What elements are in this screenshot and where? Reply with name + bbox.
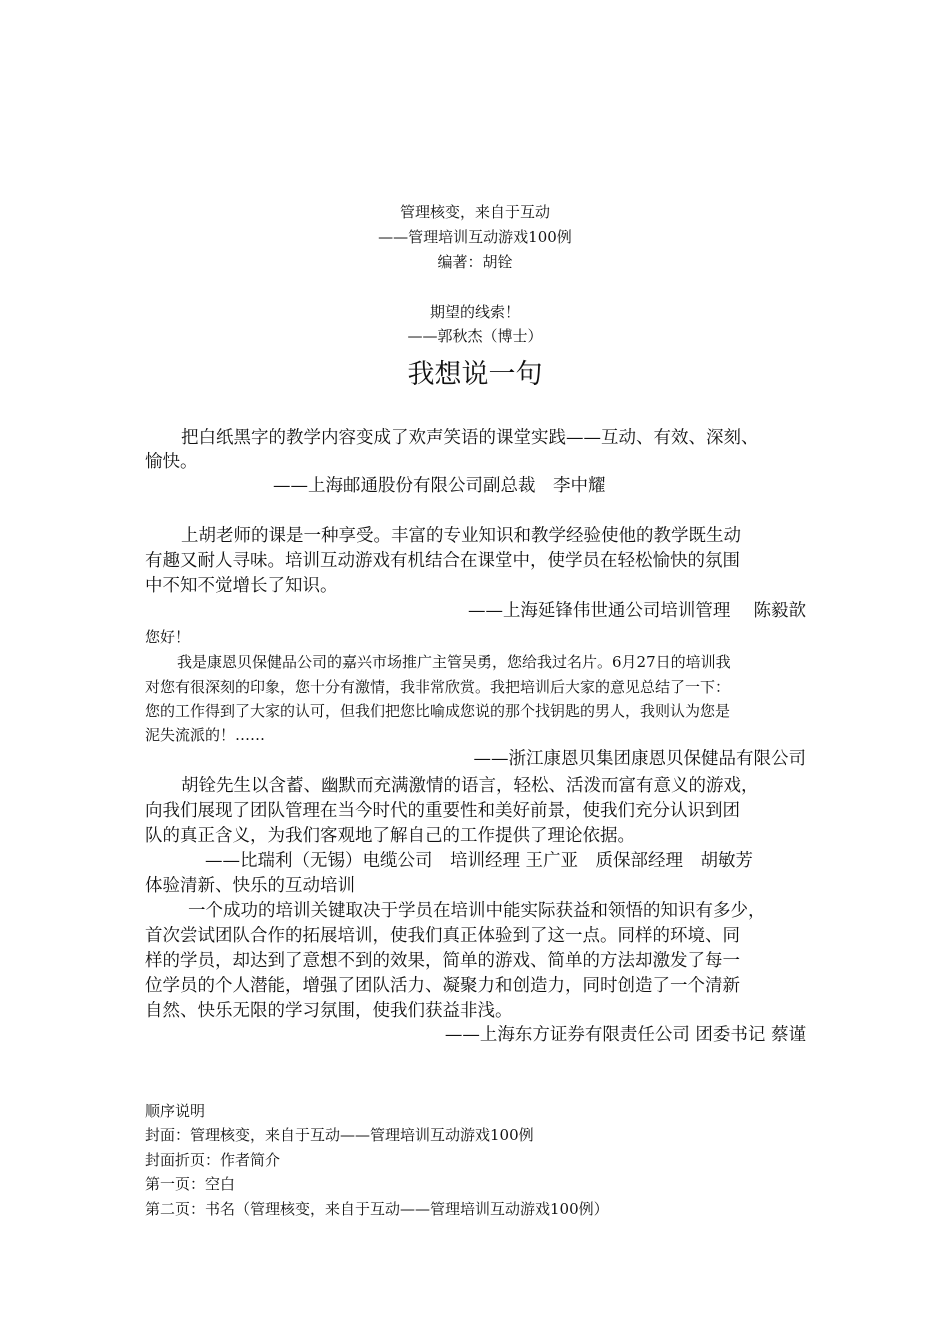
order-item: 第一页：空白 (145, 1175, 236, 1193)
letter-line: 您的工作得到了大家的认可，但我们把您比喻成您说的那个找钥匙的男人，我则认为您是 (145, 702, 731, 720)
quote5-line: 一个成功的培训关键取决于学员在培训中能实际获益和领悟的知识有多少， (188, 901, 766, 921)
quote2-line: 有趣又耐人寻味。培训互动游戏有机结合在课堂中，使学员在轻松愉快的氛围 (145, 551, 740, 571)
quote2-line: 中不知不觉增长了知识。 (145, 576, 338, 596)
letter-line: 对您有很深刻的印象，您十分有激情，我非常欣赏。我把培训后大家的意见总结了一下： (145, 678, 731, 696)
quote1-signature: ——上海邮通股份有限公司副总裁 李中耀 (273, 476, 606, 496)
letter-line: 泥失流派的！…… (145, 726, 266, 744)
section-heading: 我想说一句 (407, 359, 543, 390)
quote5-line: 自然、快乐无限的学习氛围，使我们获益非浅。 (145, 1001, 513, 1021)
quote4-line: 胡铨先生以含蓄、幽默而充满激情的语言，轻松、活泼而富有意义的游戏， (181, 776, 759, 796)
author-line: 编著：胡铨 (437, 253, 513, 271)
wish-author: ——郭秋杰（博士） (407, 327, 543, 345)
quote2-signature: ——上海延锋伟世通公司培训管理 陈毅歆 (467, 601, 806, 621)
book-title: 管理核变，来自于互动 (399, 203, 550, 221)
order-item: 第二页：书名（管理核变，来自于互动——管理培训互动游戏100例） (145, 1200, 609, 1218)
letter-line: 我是康恩贝保健品公司的嘉兴市场推广主管吴勇，您给我过名片。6月27日的培训我 (177, 653, 731, 671)
letter-greeting: 您好！ (145, 628, 191, 646)
order-item: 封面折页：作者简介 (145, 1151, 281, 1169)
quote5-line: 位学员的个人潜能，增强了团队活力、凝聚力和创造力，同时创造了一个清新 (145, 976, 740, 996)
quote4-line: 队的真正含义，为我们客观地了解自己的工作提供了理论依据。 (145, 826, 635, 846)
quote1-line: 把白纸黑字的教学内容变成了欢声笑语的课堂实践——互动、有效、深刻、 (181, 428, 759, 448)
quote4-line: 向我们展现了团队管理在当今时代的重要性和美好前景，使我们充分认识到团 (145, 801, 740, 821)
quote5-title: 体验清新、快乐的互动培训 (145, 876, 355, 896)
quote5-line: 首次尝试团队合作的拓展培训，使我们真正体验到了这一点。同样的环境、同 (145, 926, 740, 946)
quote5-line: 样的学员，却达到了意想不到的效果，简单的游戏、简单的方法却激发了每一 (145, 951, 740, 971)
order-title: 顺序说明 (145, 1102, 206, 1120)
quote5-signature: ——上海东方证券有限责任公司 团委书记 蔡谨 (444, 1025, 806, 1045)
quote3-signature: ——浙江康恩贝集团康恩贝保健品有限公司 (473, 749, 806, 769)
quote2-line: 上胡老师的课是一种享受。丰富的专业知识和教学经验使他的教学既生动 (181, 526, 741, 546)
quote1-line: 愉快。 (145, 452, 198, 472)
book-subtitle: ——管理培训互动游戏100例 (378, 228, 572, 246)
wish-line: 期望的线索！ (429, 303, 520, 321)
order-item: 封面：管理核变，来自于互动——管理培训互动游戏100例 (145, 1126, 534, 1144)
quote4-signature: ——比瑞利（无锡）电缆公司 培训经理 王广亚 质保部经理 胡敏芳 (205, 851, 754, 871)
